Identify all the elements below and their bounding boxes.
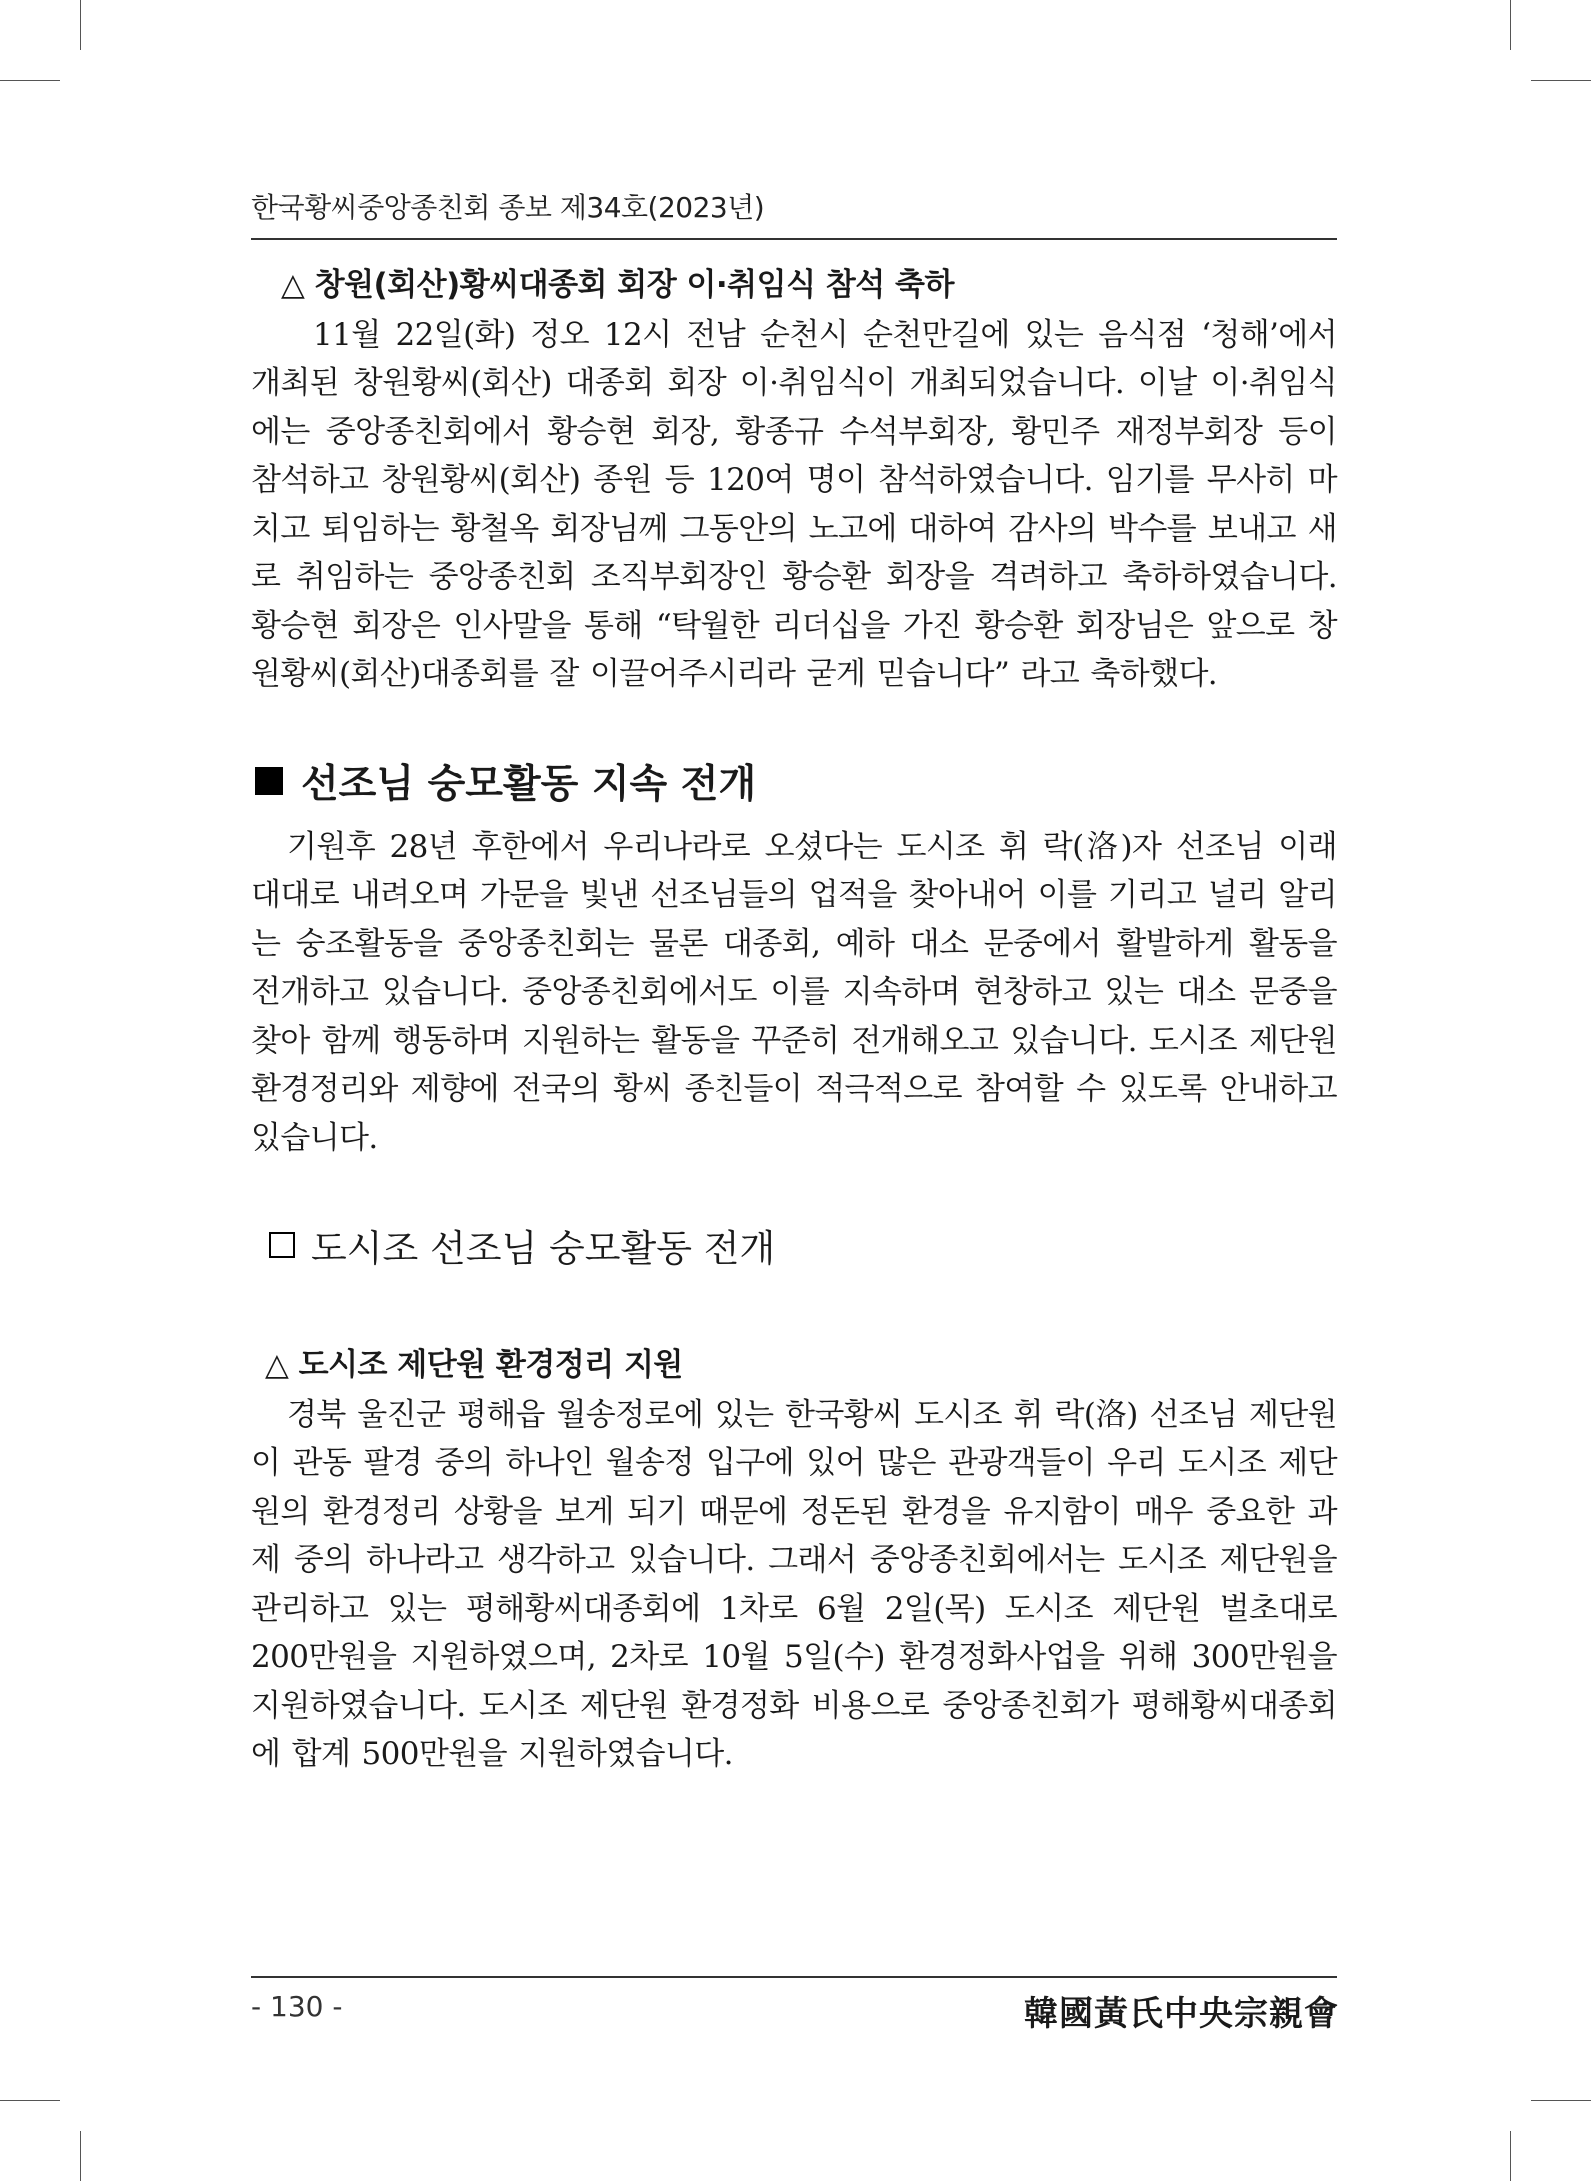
section3-heading-text: 도시조 선조님 숭모활동 전개 bbox=[311, 1227, 776, 1270]
header-rule bbox=[251, 238, 1337, 240]
section3-heading bbox=[265, 1218, 1337, 1272]
section3-body: 경북 울진군 평해읍 월송정로에 있는 한국황씨 도시조 휘 락(洛) 선조님 제단원이 관동 팔경 중의 하나인 월송정 입구에 있어 많은 관광객들이 우리 도시조 제단원의 환경정리 상황을 보게 되기 때문에 정돈된 환경을 유지함이 매우 중요한 과제 중의 하나라고 생각하고 있습니다. 그래서 중앙종친회에서는 도시조 제단원을 관리하고 있는 평해황씨대종회에 1차로 6월 2일(목) 도시조 제단원 벌초대로 200만원을 지원하였으며, 2차로 10월 5일(수) 환경정화사업을 위해 300만원을 지원하였습니다. 도시조 제단원 환경정화 비용으로 중앙종친회가 평해황씨대종회에 합계 500만원을 지원하였습니다. bbox=[251, 1396, 1337, 1772]
empty-square-icon bbox=[269, 1232, 295, 1258]
organization-name: 韓國黃氏中央宗親會 bbox=[1024, 1994, 1339, 2034]
crop-mark bbox=[1510, 2131, 1511, 2181]
running-header: 한국황씨중앙종친회 종보 제34호(2023년) bbox=[251, 191, 765, 224]
footer-rule bbox=[251, 1976, 1337, 1978]
section2-body: 기원후 28년 후한에서 우리나라로 오셨다는 도시조 휘 락(洛)자 선조님 이래 대대로 내려오며 가문을 빛낸 선조님들의 업적을 찾아내어 이를 기리고 널리 알리는 숭조활동을 중앙종친회는 물론 대종회, 예하 대소 문중에서 활발하게 활동을 전개하고 있습니다. 중앙종친회에서도 이를 지속하며 현창하고 있는 대소 문중을 찾아 함께 행동하며 지원하는 활동을 꾸준히 전개해오고 있습니다. 도시조 제단원 환경정리와 제향에 전국의 황씨 종친들이 적극적으로 참여할 수 있도록 안내하고 있습니다. bbox=[251, 828, 1337, 1156]
section3-subheading: △ 도시조 제단원 환경정리 지원 bbox=[265, 1347, 683, 1383]
page-number: - 130 - bbox=[251, 1990, 343, 2023]
filled-square-icon bbox=[255, 767, 283, 795]
section2-heading-text: 선조님 숭모활동 지속 전개 bbox=[301, 761, 757, 807]
crop-mark bbox=[1531, 80, 1591, 81]
section2-heading bbox=[251, 753, 1337, 809]
crop-mark bbox=[1510, 0, 1511, 50]
crop-mark bbox=[0, 2100, 60, 2101]
crop-mark bbox=[1531, 2100, 1591, 2101]
crop-mark bbox=[80, 0, 81, 50]
crop-mark bbox=[0, 80, 60, 81]
crop-mark bbox=[80, 2131, 81, 2181]
page-content bbox=[251, 262, 1337, 1779]
section1-body: 11월 22일(화) 정오 12시 전남 순천시 순천만길에 있는 음식점 ‘청해’에서 개최된 창원황씨(회산) 대종회 회장 이·취임식이 개최되었습니다. 이날 이·취임식에는 중앙종친회에서 황승현 회장, 황종규 수석부회장, 황민주 재정부회장 등이 참석하고 창원황씨(회산) 종원 등 120여 명이 참석하였습니다. 임기를 무사히 마치고 퇴임하는 황철옥 회장님께 그동안의 노고에 대하여 감사의 박수를 보내고 새로 취임하는 중앙종친회 조직부회장인 황승환 회장을 격려하고 축하하였습니다. 황승현 회장은 인사말을 통해 “탁월한 리더십을 가진 황승환 회장님은 앞으로 창원황씨(회산)대종회를 잘 이끌어주시리라 굳게 믿습니다” 라고 축하했다. bbox=[251, 316, 1337, 692]
section1-subheading: △ 창원(회산)황씨대종회 회장 이·취임식 참석 축하 bbox=[281, 267, 954, 303]
